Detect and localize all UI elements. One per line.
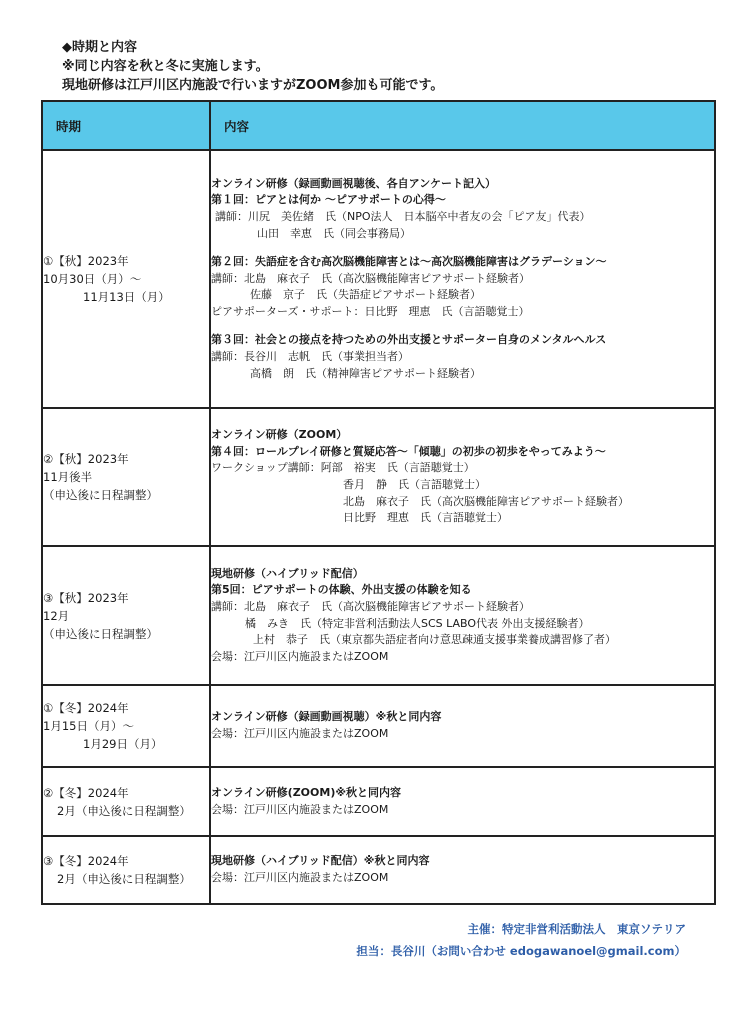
table-row	[42, 150, 715, 408]
period-line: 2月（申込後に日程調整）	[57, 803, 191, 818]
period-cell	[42, 836, 210, 904]
lecturer-line: 講師：北島 麻衣子 氏（高次脳機能障害ピアサポート経験者）	[211, 271, 530, 285]
venue-line: 会場：江戸川区内施設またはZOOM	[211, 871, 389, 884]
lecturer-line: 日比野 理恵 氏（言語聴覚士）	[343, 511, 508, 525]
session-title: 第２回：失語症を含む高次脳機能障害とは～高次脳機能障害はグラデーション～	[211, 255, 607, 269]
period-line: 2月（申込後に日程調整）	[57, 872, 191, 886]
lecturer-line: 山田 幸恵 氏（同会事務局）	[257, 226, 411, 240]
footer	[356, 918, 686, 962]
training-type: 現地研修（ハイブリッド配信）※秋と同内容	[211, 854, 430, 868]
lecturer-line: 講師：長谷川 志帆 氏（事業担当者）	[211, 350, 409, 364]
period-line: 12月	[43, 608, 70, 623]
content-cell	[210, 767, 715, 836]
lecturer-line: 北島 麻衣子 氏（高次脳機能障害ピアサポート経験者）	[343, 494, 629, 508]
column-header-content: 内容	[210, 101, 715, 150]
training-type: オンライン研修（録画動画視聴後、各自アンケート記入）	[211, 176, 497, 190]
table-header-row	[42, 101, 715, 150]
table-row	[42, 767, 715, 836]
venue-line: 会場：江戸川区内施設またはZOOM	[211, 802, 389, 816]
table-row	[42, 685, 715, 767]
training-type: オンライン研修(ZOOM)※秋と同内容	[211, 785, 402, 799]
period-line: 11月13日（月）	[83, 290, 170, 304]
content-cell	[210, 546, 715, 685]
period-cell	[42, 150, 210, 408]
section-heading	[62, 38, 443, 95]
note-same-content: ※同じ内容を秋と冬に実施します。	[62, 59, 269, 74]
content-cell	[210, 150, 715, 408]
note-zoom: 現地研修は江戸川区内施設で行いますがZOOM参加も可能です。	[62, 78, 444, 93]
period-line: （申込後に日程調整）	[43, 488, 158, 502]
period-line: 11月後半	[43, 470, 93, 484]
section-title: ◆時期と内容	[62, 40, 137, 55]
period-line: ②【冬】2024年	[43, 785, 129, 800]
period-cell	[42, 546, 210, 685]
supporter-line: ピアサポーターズ・サポート：日比野 理恵 氏（言語聴覚士）	[211, 304, 530, 318]
column-header-period: 時期	[42, 101, 210, 150]
lecturer-line: ワークショップ講師：阿部 裕実 氏（言語聴覚士）	[211, 461, 475, 475]
lecturer-line: 香月 静 氏（言語聴覚士）	[343, 478, 486, 491]
period-line: ①【冬】2024年	[43, 701, 129, 715]
period-cell	[42, 685, 210, 767]
table-row	[42, 408, 715, 546]
period-line: ②【秋】2023年	[43, 452, 129, 466]
period-line: ③【冬】2024年	[43, 854, 129, 868]
session-title: 第４回：ロールプレイ研修と質疑応答～「傾聴」の初歩の初歩をやってみよう～	[211, 444, 606, 458]
lecturer-line: 佐藤 京子 氏（失語症ピアサポート経験者）	[250, 288, 481, 302]
period-line: 1月15日（月）～	[43, 719, 134, 733]
lecturer-line: 高橋 朗 氏（精神障害ピアサポート経験者）	[250, 366, 481, 380]
content-cell	[210, 408, 715, 546]
period-cell	[42, 767, 210, 836]
organizer-line: 主催：特定非営利活動法人 東京ソテリア	[467, 922, 686, 936]
venue-line: 会場：江戸川区内施設またはZOOM	[211, 649, 389, 663]
lecturer-line: 橘 みき 氏（特定非営利活動法人SCS LABO代表 外出支援経験者）	[245, 616, 590, 630]
table-row	[42, 546, 715, 685]
contact-line: 担当：長谷川（お問い合わせ edogawanoel@gmail.com）	[356, 944, 686, 958]
period-line: （申込後に日程調整）	[43, 626, 158, 641]
lecturer-line: 上村 恭子 氏（東京都失語症者向け意思疎通支援事業養成講習修了者）	[253, 633, 616, 647]
schedule-table	[41, 100, 716, 905]
session-title: 第３回：社会との接点を持つための外出支援とサポーター自身のメンタルヘルス	[211, 333, 607, 347]
content-cell	[210, 685, 715, 767]
lecturer-line: 講師：川尻 美佐緒 氏（NPO法人 日本脳卒中者友の会「ピア友」代表）	[215, 209, 591, 223]
content-cell	[210, 836, 715, 904]
venue-line: 会場：江戸川区内施設またはZOOM	[211, 727, 389, 740]
period-line: ①【秋】2023年	[43, 254, 129, 268]
session-title: 第１回：ピアとは何か ～ピアサポートの心得～	[211, 193, 446, 207]
training-type: 現地研修（ハイブリッド配信）	[211, 566, 364, 580]
training-type: オンライン研修（ZOOM）	[211, 428, 348, 442]
period-cell	[42, 408, 210, 546]
session-title: 第5回：ピアサポートの体験、外出支援の体験を知る	[211, 583, 472, 597]
period-line: 1月29日（月）	[83, 737, 163, 751]
period-line: 10月30日（月）～	[43, 272, 142, 286]
training-type: オンライン研修（録画動画視聴）※秋と同内容	[211, 710, 442, 724]
lecturer-line: 講師：北島 麻衣子 氏（高次脳機能障害ピアサポート経験者）	[211, 599, 530, 613]
table-row	[42, 836, 715, 904]
period-line: ③【秋】2023年	[43, 590, 129, 605]
